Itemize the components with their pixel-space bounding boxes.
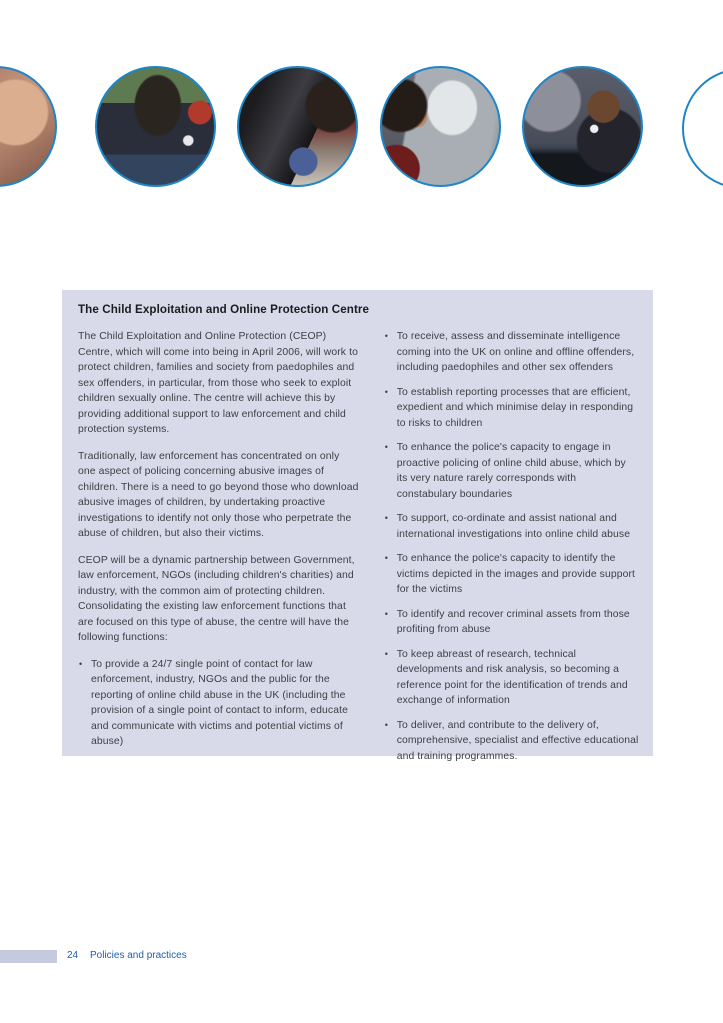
bullet-item: • To enhance the police's capacity to identify the victims depicted in the images and provide support for the victims [384, 551, 639, 598]
photo-child-holding-purple-camera [0, 66, 57, 187]
paragraph-partnership: CEOP will be a dynamic partnership between Government, law enforcement, NGOs (including children's charities) and industry, with the common aim of protecting children. Consolidating the existing law enforcement functions that are focused on this type of abuse, the centre will have the following functions: [78, 554, 355, 643]
photo-boy-drawing-on-graphics-tablet [380, 66, 501, 187]
ceop-info-panel [62, 290, 653, 762]
footer-accent-bar [0, 950, 57, 963]
bullet-item: • To deliver, and contribute to the delivery of, comprehensive, specialist and effective educational and training programmes. [384, 718, 639, 765]
bullet-item: • To enhance the police's capacity to engage in proactive policing of online child abuse, which by its very nature rarely corresponds with constabulary boundaries [384, 440, 639, 502]
paragraph-traditionally: Traditionally, law enforcement has concentrated on only one aspect of policing concerning abusive images of children. There is a need to go beyond those who download abusive images of children, by undertaking proactive investigations to identify not only those who perpetrate the abuse of children, but also their victims. [78, 450, 359, 539]
bullet-item: • To establish reporting processes that are efficient, expedient and which minimise delay in responding to risks to children [384, 385, 639, 432]
footer-section-title: Policies and practices [90, 950, 187, 961]
left-column [78, 329, 360, 773]
page-number: 24 [67, 950, 79, 961]
photo-strip [0, 0, 723, 210]
bullet-item: • To receive, assess and disseminate intelligence coming into the UK on online and offline offenders, including paedophiles and other sex offenders [384, 329, 639, 376]
panel-title: The Child Exploitation and Online Protection Centre [78, 303, 370, 316]
photo-children-looking-at-tablet-screen [522, 66, 643, 187]
bullet-item: • To support, co-ordinate and assist national and international investigations into online child abuse [384, 511, 639, 542]
two-column-layout [78, 329, 639, 773]
empty-outlined-circle [682, 68, 723, 189]
bullet-item: • To identify and recover criminal assets from those profiting from abuse [384, 607, 639, 638]
right-column [384, 329, 639, 773]
bullet-item: • To provide a 24/7 single point of contact for law enforcement, industry, NGOs and the public for the reporting of online child abuse in the UK (including the provision of a single point of contact to inform, educate and communicate with victims and potential victims of abuse) [78, 657, 360, 750]
paragraph-intro: The Child Exploitation and Online Protection (CEOP) Centre, which will come into being in April 2006, will work to protect children, families and society from paedophiles and sex offenders, in particular, from those who seek to exploit children sexually online. The centre will achieve this by providing additional support to law enforcement and child protection systems. [78, 331, 358, 435]
bullet-item: • To keep abreast of research, technical developments and risk analysis, so becoming a reference point for the identification of trends and exchange of information [384, 647, 639, 709]
right-bullet-list [384, 329, 639, 764]
left-bullet-list [78, 657, 360, 750]
photo-child-using-laptop [237, 66, 358, 187]
photo-boy-writing-with-stylus-on-tablet [95, 66, 216, 187]
